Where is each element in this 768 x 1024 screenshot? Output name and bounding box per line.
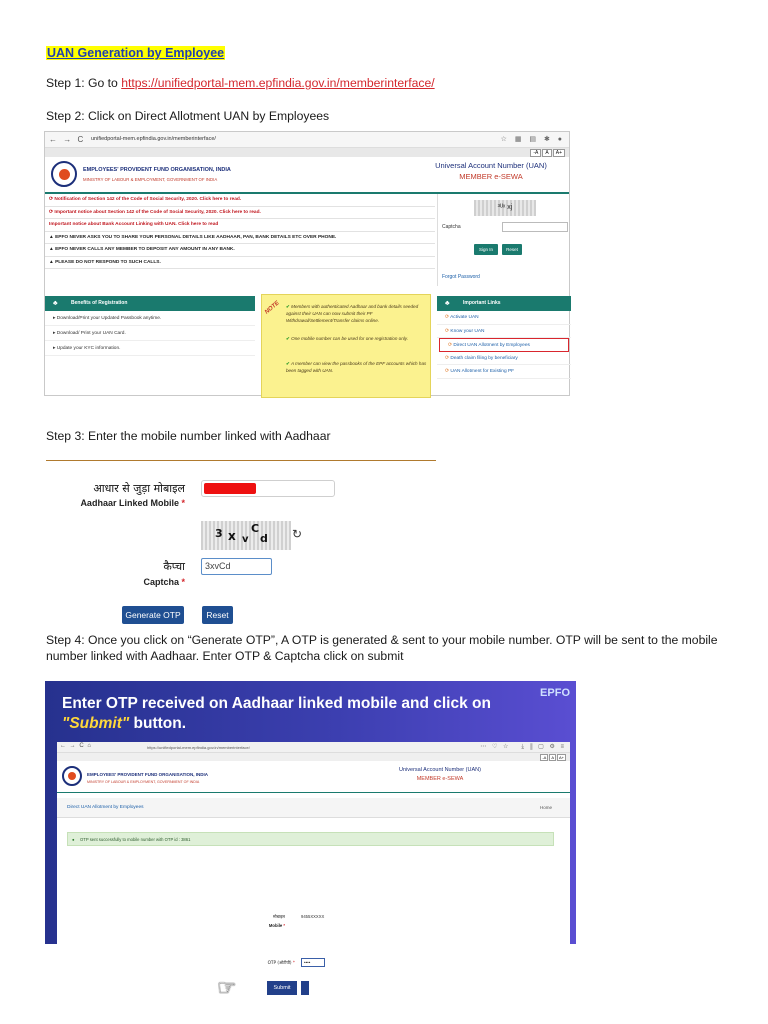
uan-title: Universal Account Number (UAN) bbox=[399, 767, 481, 773]
mobile-value: 9455XXXXX bbox=[301, 914, 325, 919]
member-sewa-title: MEMBER e-SEWA bbox=[416, 776, 464, 782]
doc-heading: UAN Generation by Employee bbox=[47, 46, 225, 60]
important-links-panel bbox=[437, 296, 571, 379]
text-normal-button[interactable]: A bbox=[551, 755, 554, 760]
text-larger-button[interactable]: A+ bbox=[553, 149, 565, 157]
notice-list bbox=[45, 194, 435, 269]
submit-button[interactable]: Submit bbox=[267, 981, 297, 995]
address-bar[interactable]: unifiedportal-mem.epfindia.gov.in/memberinterface/ bbox=[91, 136, 216, 142]
notice-item[interactable]: ⟳ Important notice about Section 142 of the Code of Social Security, 2020. Click here to read. bbox=[45, 207, 435, 220]
text-smaller-button[interactable]: -A bbox=[530, 149, 541, 157]
benefits-title: ♣ Benefits of Registration bbox=[45, 296, 255, 311]
captcha-image: ³ᵁˣ xj bbox=[474, 200, 536, 216]
notice-item: ▲ PLEASE DO NOT RESPOND TO SUCH CALLS. bbox=[45, 257, 435, 270]
notice-item[interactable]: ⟳ Notification of Section 142 of the Code of Social Security, 2020. Click here to read. bbox=[45, 194, 435, 207]
otp-label: OTP (ओटीपी) * bbox=[267, 960, 295, 965]
uan-title: Universal Account Number (UAN) bbox=[435, 161, 547, 170]
notice-item: ▲ EPFO NEVER CALLS ANY MEMBER TO DEPOSIT ANY AMOUNT IN ANY BANK. bbox=[45, 244, 435, 257]
reset-button[interactable]: Reset bbox=[202, 606, 233, 624]
note-tag: NOTE bbox=[264, 300, 281, 316]
browser-toolbar bbox=[45, 132, 569, 148]
benefit-item: ▸ Download/Print your Updated Passbook anytime. bbox=[45, 311, 255, 326]
reset-button[interactable]: Reset bbox=[502, 244, 522, 255]
home-link[interactable]: Home bbox=[539, 805, 552, 810]
browser-toolbar bbox=[57, 742, 570, 753]
epfo-brand: EPFO bbox=[540, 687, 570, 699]
video-title: Enter OTP received on Aadhaar linked mobile and click on "Submit" button. bbox=[62, 695, 491, 732]
captcha-char: d bbox=[260, 532, 268, 545]
ministry-name: MINISTRY OF LABOUR & EMPLOYMENT, GOVERNMENT OF INDIA bbox=[87, 780, 200, 784]
important-links-title: ♣ Important Links bbox=[437, 296, 571, 311]
captcha-label: Captcha bbox=[442, 224, 461, 230]
notice-item: ▲ EPFO NEVER ASKS YOU TO SHARE YOUR PERSONAL DETAILS LIKE AADHAAR, PAN, BANK DETAILS ETC OVER PHONE. bbox=[45, 232, 435, 245]
captcha-image bbox=[201, 521, 291, 550]
section-bar bbox=[57, 798, 570, 818]
secondary-button[interactable] bbox=[301, 981, 309, 995]
screenshot-otp-video bbox=[45, 681, 576, 1000]
step-1-text: Step 1: Go to bbox=[46, 76, 122, 90]
captcha-char: C bbox=[251, 522, 260, 535]
browser-extension-icons[interactable]: ⋯ ♡ ☆ ⤓ ⫼ ▢ ⚙ ≡ bbox=[480, 744, 566, 750]
note-box bbox=[261, 294, 431, 398]
divider bbox=[46, 460, 436, 461]
benefit-item: ▸ Download/ Print your UAN Card. bbox=[45, 326, 255, 341]
step-1 bbox=[46, 75, 435, 91]
captcha-label-hindi: कैप्चा bbox=[163, 560, 185, 573]
step-2: Step 2: Click on Direct Allotment UAN by Employees bbox=[46, 109, 330, 123]
forgot-password-link[interactable]: Forgot Password bbox=[442, 274, 480, 280]
note-line: ✔ A member can view the passbooks of the EPF accounts which has been tagged with UAN. bbox=[286, 361, 427, 373]
epfo-logo-icon bbox=[51, 161, 77, 187]
mobile-label-hindi: मोबाइल bbox=[273, 914, 285, 919]
check-icon: ✔ bbox=[286, 336, 290, 341]
benefits-panel bbox=[45, 296, 255, 356]
captcha-char: 3 bbox=[215, 527, 223, 540]
mobile-label-hindi: आधार से जुड़ा मोबाइल bbox=[93, 482, 185, 495]
address-bar[interactable]: https://unifiedportal-mem.epfindia.gov.in/memberinterface/ bbox=[147, 745, 250, 750]
link-direct-uan-allotment[interactable]: ⟳ Direct UAN Allotment by Employees bbox=[439, 338, 569, 352]
captcha-label: Captcha * bbox=[143, 577, 185, 587]
epfo-logo-icon bbox=[62, 766, 82, 786]
check-icon: ✔ bbox=[286, 361, 290, 366]
redacted-mobile bbox=[204, 483, 256, 494]
browser-nav-icons[interactable]: ← → C bbox=[49, 135, 86, 144]
text-larger-button[interactable]: A+ bbox=[558, 755, 564, 760]
link-know-uan[interactable]: ⟳ Know your UAN bbox=[437, 325, 571, 339]
accessibility-strip bbox=[57, 753, 570, 761]
browser-extension-icons[interactable]: ☆ ▦ ▤ ✱ ● bbox=[500, 136, 565, 143]
link-uan-existing-pf[interactable]: ⟳ UAN Allotment for Existing PF bbox=[437, 365, 571, 379]
section-title: Direct UAN Allotment by Employees bbox=[67, 805, 144, 810]
org-name: EMPLOYEES' PROVIDENT FUND ORGANISATION, INDIA bbox=[87, 772, 208, 777]
otp-success-alert: ● OTP sent successfully to mobile number with OTP id : 3861 bbox=[67, 832, 554, 846]
captcha-input[interactable] bbox=[502, 222, 568, 232]
mobile-label: Aadhaar Linked Mobile * bbox=[80, 498, 185, 508]
member-sewa-title: MEMBER e-SEWA bbox=[459, 172, 523, 181]
text-normal-button[interactable]: A bbox=[542, 149, 551, 157]
portal-header bbox=[57, 761, 570, 793]
captcha-char: v bbox=[242, 534, 249, 545]
note-line: ✔ One mobile number can be used for one registration only. bbox=[286, 336, 409, 341]
link-activate-uan[interactable]: ⟳ Activate UAN bbox=[437, 311, 571, 325]
portal-header bbox=[45, 157, 569, 194]
benefit-item: ▸ Update your KYC information. bbox=[45, 341, 255, 356]
ministry-name: MINISTRY OF LABOUR & EMPLOYMENT, GOVERNMENT OF INDIA bbox=[83, 177, 218, 182]
screenshot-member-portal bbox=[44, 131, 570, 396]
step-3: Step 3: Enter the mobile number linked with Aadhaar bbox=[46, 429, 331, 443]
text-smaller-button[interactable]: -A bbox=[542, 755, 547, 760]
refresh-captcha-icon[interactable]: ↻ bbox=[292, 527, 303, 541]
otp-input[interactable]: •••• bbox=[301, 958, 325, 967]
mobile-input[interactable] bbox=[201, 480, 335, 497]
notice-item[interactable]: Important notice about Bank Account Linking with UAN. Click here to read bbox=[45, 219, 435, 232]
mobile-label: Mobile * bbox=[268, 923, 285, 928]
browser-nav-icons[interactable]: ← → C ⌂ bbox=[60, 743, 92, 749]
generate-otp-button[interactable]: Generate OTP bbox=[122, 606, 184, 624]
sign-in-button[interactable]: Sign In bbox=[474, 244, 498, 255]
step-4: Step 4: Once you click on “Generate OTP”, A OTP is generated & sent to your mobile number. OTP will be sent to the mobile number linked with Aadhaar. Enter OTP & Captcha click on submit bbox=[46, 633, 718, 663]
note-line: ✔ Members with authenticated Aadhaar and bank details seeded against their UAN can now submit their PF Withdrawal/Settlement/Transfer claims online. bbox=[286, 304, 419, 323]
link-death-claim[interactable]: ⟳ Death claim filing by beneficiary bbox=[437, 352, 571, 366]
check-icon: ✔ bbox=[286, 304, 290, 309]
accessibility-strip bbox=[45, 148, 569, 157]
captcha-input[interactable]: 3xvCd bbox=[201, 558, 272, 575]
captcha-char: x bbox=[228, 529, 236, 543]
org-name: EMPLOYEES' PROVIDENT FUND ORGANISATION, INDIA bbox=[83, 167, 231, 173]
embedded-browser bbox=[57, 742, 570, 1000]
member-interface-link[interactable]: https://unifiedportal-mem.epfindia.gov.in/memberinterface/ bbox=[121, 76, 435, 90]
login-panel bbox=[437, 194, 571, 286]
pointing-hand-icon: ☞ bbox=[217, 975, 237, 1000]
